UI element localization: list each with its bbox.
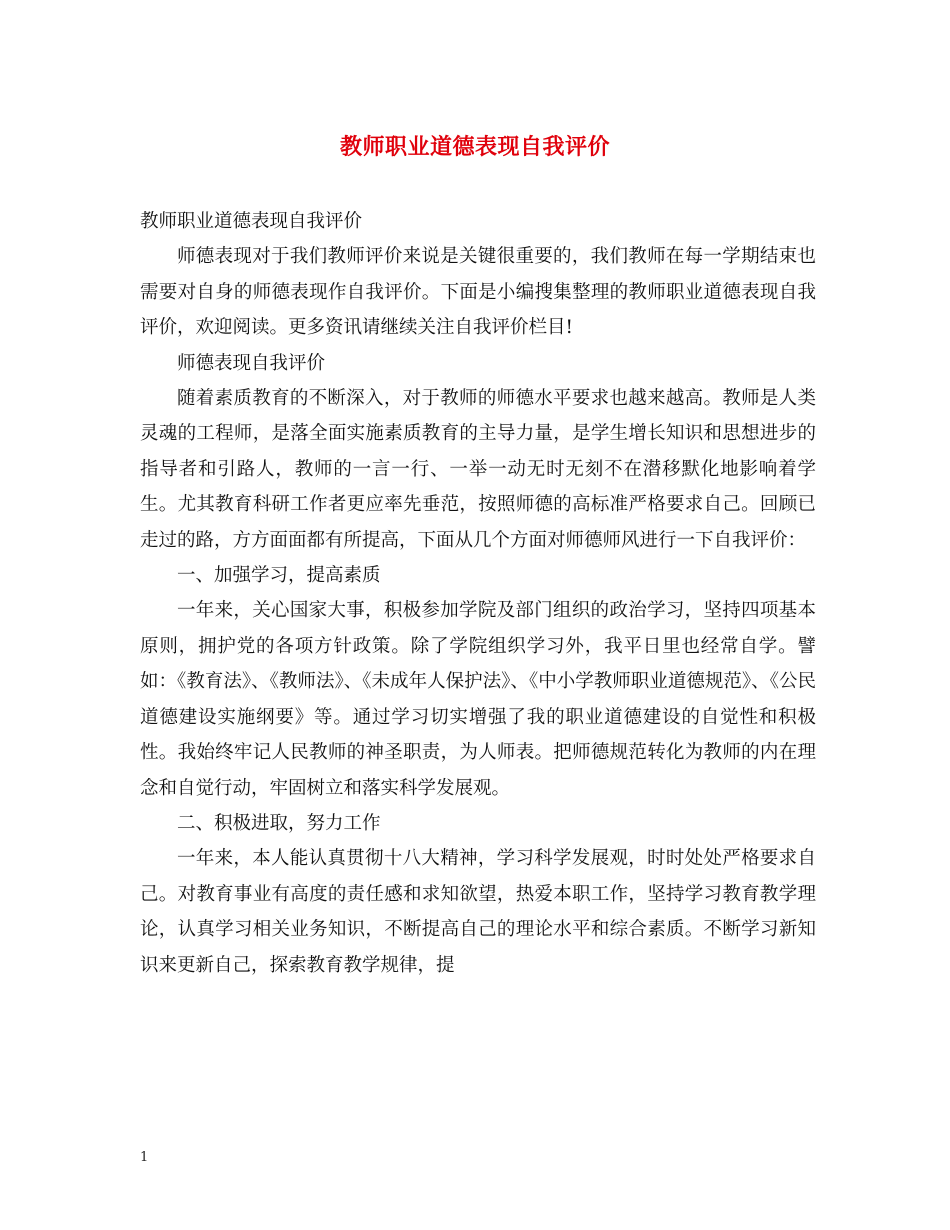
section-heading: 二、积极进取，努力工作 xyxy=(177,812,381,834)
section-heading: 师德表现自我评价 xyxy=(177,352,326,374)
page-number: 1 xyxy=(140,1150,149,1165)
body-paragraph: 师德表现对于我们教师评价来说是关键很重要的，我们教师在每一学期结束也需要对自身的师德表现作自我评价。下面是小编搜集整理的教师职业道德表现自我评价，欢迎阅读。更多资讯请继续关注自我评价栏目! xyxy=(140,246,816,339)
body-paragraph: 随着素质教育的不断深入，对于教师的师德水平要求也越来越高。教师是人类灵魂的工程师，是落全面实施素质教育的主导力量，是学生增长知识和思想进步的指导者和引路人，教师的一言一行、一举一动无时无刻不在潜移默化地影响着学生。尤其教育科研工作者更应率先垂范，按照师德的高标准严格要求自己。回顾已走过的路，方方面面都有所提高，下面从几个方面对师德师风进行一下自我评价： xyxy=(140,388,816,551)
document-title: 教师职业道德表现自我评价 xyxy=(339,134,610,160)
body-paragraph: 教师职业道德表现自我评价 xyxy=(140,211,363,232)
document-body xyxy=(140,204,816,983)
body-paragraph: 一年来，关心国家大事，积极参加学院及部门组织的政治学习，坚持四项基本原则，拥护党的各项方针政策。除了学院组织学习外，我平日里也经常自学。譬如：《教育法》、《教师法》、《未成年人保护法》、《中小学教师职业道德规范》、《公民道德建设实施纲要》等。通过学习切实增强了我的职业道德建设的自觉性和积极性。我始终牢记人民教师的神圣职责，为人师表。把师德规范转化为教师的内在理念和自觉行动，牢固树立和落实科学发展观。 xyxy=(140,600,816,799)
body-paragraph: 一年来，本人能认真贯彻十八大精神，学习科学发展观，时时处处严格要求自己。对教育事业有高度的责任感和求知欲望，热爱本职工作，坚持学习教育教学理论，认真学习相关业务知识，不断提高自己的理论水平和综合素质。不断学习新知识来更新自己，探索教育教学规律，提 xyxy=(140,848,816,976)
section-heading: 一、加强学习，提高素质 xyxy=(177,565,381,587)
